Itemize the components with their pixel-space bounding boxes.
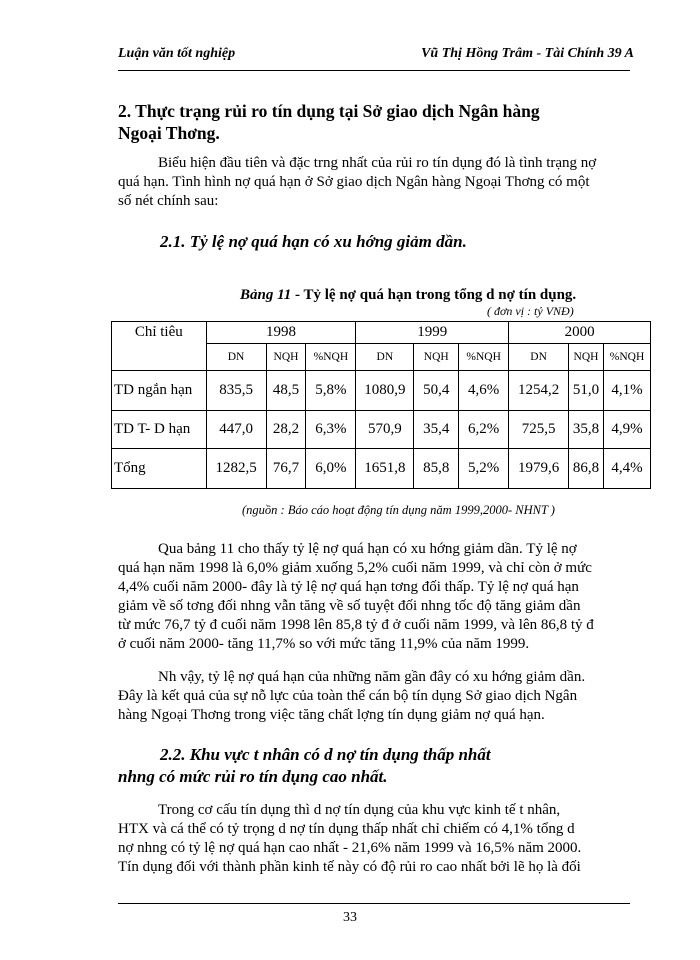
text-line: hàng Ngoại Thơng trong việc tăng chất lợng tín dụng giảm nợ quá hạn. (118, 707, 545, 723)
row-label: TD T- D hạn (112, 411, 207, 449)
text-line: số nét chính sau: (118, 193, 219, 209)
table-cell: 570,9 (356, 411, 414, 449)
text-line: giảm về số tơng đối nhng vẫn tăng về số tuyệt đối nhng tốc độ tăng giảm dần (118, 598, 581, 614)
table-cell: 5,8% (306, 371, 356, 411)
conclusion-paragraph (118, 668, 634, 725)
header-author: Vũ Thị Hồng Trâm - Tài Chính 39 A (421, 46, 634, 61)
table-cell: 1282,5 (206, 449, 266, 489)
sub-header: DN (356, 344, 414, 371)
table-cell: 6,2% (459, 411, 509, 449)
table-cell: 1080,9 (356, 371, 414, 411)
table-unit: ( đơn vị : tỷ VNĐ) (487, 304, 574, 318)
table-caption-label: Bảng 11 (240, 287, 292, 303)
table-cell: 50,4 (414, 371, 459, 411)
table-cell: 5,2% (459, 449, 509, 489)
page-number: 33 (343, 910, 357, 925)
section-2-2-heading (118, 744, 634, 788)
row-label: Tổng (112, 449, 207, 489)
table-cell: 6,3% (306, 411, 356, 449)
text-line: Biểu hiện đầu tiên và đặc trng nhất của rủi ro tín dụng đó là tình trạng nợ (158, 155, 597, 171)
private-sector-paragraph (118, 801, 634, 877)
sub-header: DN (509, 344, 569, 371)
table-row (112, 449, 651, 489)
table-cell: 1254,2 (509, 371, 569, 411)
analysis-paragraph (118, 540, 634, 654)
table-cell: 48,5 (266, 371, 306, 411)
row-label: TD ngắn hạn (112, 371, 207, 411)
table-cell: 4,6% (459, 371, 509, 411)
year-header: 1999 (356, 322, 509, 344)
heading-line: Ngoại Thơng. (118, 123, 220, 143)
footer-divider (118, 903, 630, 904)
table-cell: 4,1% (604, 371, 651, 411)
text-line: quá hạn. Tình hình nợ quá hạn ở Sở giao dịch Ngân hàng Ngoại Thơng có một (118, 174, 590, 190)
header-divider (118, 70, 630, 71)
text-line: quá hạn năm 1998 là 6,0% giảm xuống 5,2% cuối năm 1999, và chỉ còn ở mức (118, 560, 592, 576)
sub-header: NQH (569, 344, 604, 371)
text-line: từ mức 76,7 tỷ đ cuối năm 1998 lên 85,8 tỷ đ ở cuối năm 1999, và lên 86,8 tỷ đ (118, 617, 594, 633)
heading-line: 2.2. Khu vực t nhân có d nợ tín dụng thấp nhất (160, 745, 491, 764)
section-2-heading (118, 100, 634, 144)
sub-header: %NQH (459, 344, 509, 371)
text-line: Nh vậy, tỷ lệ nợ quá hạn của những năm gần đây có xu hớng giảm dần. (158, 669, 586, 685)
table-caption-text: - Tỷ lệ nợ quá hạn trong tổng d nợ tín dụng. (291, 287, 577, 303)
sub-header: DN (206, 344, 266, 371)
intro-paragraph (118, 154, 634, 211)
table-cell: 35,8 (569, 411, 604, 449)
col-header-indicator: Chỉ tiêu (112, 322, 207, 371)
table-cell: 6,0% (306, 449, 356, 489)
table-cell: 51,0 (569, 371, 604, 411)
page-header (118, 42, 634, 66)
heading-line: nhng có mức rủi ro tín dụng cao nhất. (118, 767, 388, 786)
text-line: Qua bảng 11 cho thấy tỷ lệ nợ quá hạn có xu hớng giảm dần. Tỷ lệ nợ (158, 541, 577, 557)
heading-line: 2. Thực trạng rủi ro tín dụng tại Sở giao dịch Ngân hàng (118, 101, 540, 121)
table-header-row (112, 322, 651, 344)
text-line: nợ nhng có tỷ lệ nợ quá hạn cao nhất - 21,6% năm 1999 và 16,5% năm 2000. (118, 840, 582, 856)
text-line: Đây là kết quả của sự nỗ lực của toàn thể cán bộ tín dụng Sở giao dịch Ngân (118, 688, 578, 704)
sub-header: NQH (414, 344, 459, 371)
text-line: HTX và cá thể có tỷ trọng d nợ tín dụng thấp nhất chỉ chiếm có 4,1% tổng d (118, 821, 575, 837)
table-caption (240, 287, 576, 304)
table-cell: 86,8 (569, 449, 604, 489)
npl-ratio-table (111, 321, 651, 489)
year-header: 1998 (206, 322, 356, 344)
sub-header: %NQH (306, 344, 356, 371)
table-cell: 76,7 (266, 449, 306, 489)
table-cell: 725,5 (509, 411, 569, 449)
header-thesis-label: Luận văn tốt nghiệp (118, 46, 236, 61)
table-row (112, 371, 651, 411)
table-cell: 447,0 (206, 411, 266, 449)
table-cell: 1651,8 (356, 449, 414, 489)
year-header: 2000 (509, 322, 651, 344)
table-cell: 1979,6 (509, 449, 569, 489)
text-line: Trong cơ cấu tín dụng thì d nợ tín dụng của khu vực kinh tế t nhân, (158, 802, 561, 818)
sub-header: %NQH (604, 344, 651, 371)
section-2-1-heading: 2.1. Tỷ lệ nợ quá hạn có xu hớng giảm dần. (160, 232, 467, 251)
sub-header: NQH (266, 344, 306, 371)
table-cell: 4,9% (604, 411, 651, 449)
table-cell: 835,5 (206, 371, 266, 411)
text-line: Tín dụng đối với thành phần kinh tế này có độ rủi ro cao nhất bởi lẽ họ là đối (118, 859, 581, 875)
table-cell: 85,8 (414, 449, 459, 489)
table-cell: 35,4 (414, 411, 459, 449)
table-row (112, 411, 651, 449)
text-line: ở cuối năm 2000- tăng 11,7% so với mức tăng 11,9% của năm 1999. (118, 636, 530, 652)
table-cell: 28,2 (266, 411, 306, 449)
text-line: 4,4% cuối năm 2000- đây là tỷ lệ nợ quá hạn tơng đối thấp. Tỷ lệ nợ quá hạn (118, 579, 579, 595)
table-cell: 4,4% (604, 449, 651, 489)
table-source: (nguồn : Báo cáo hoạt động tín dụng năm 1999,2000- NHNT ) (242, 503, 555, 517)
